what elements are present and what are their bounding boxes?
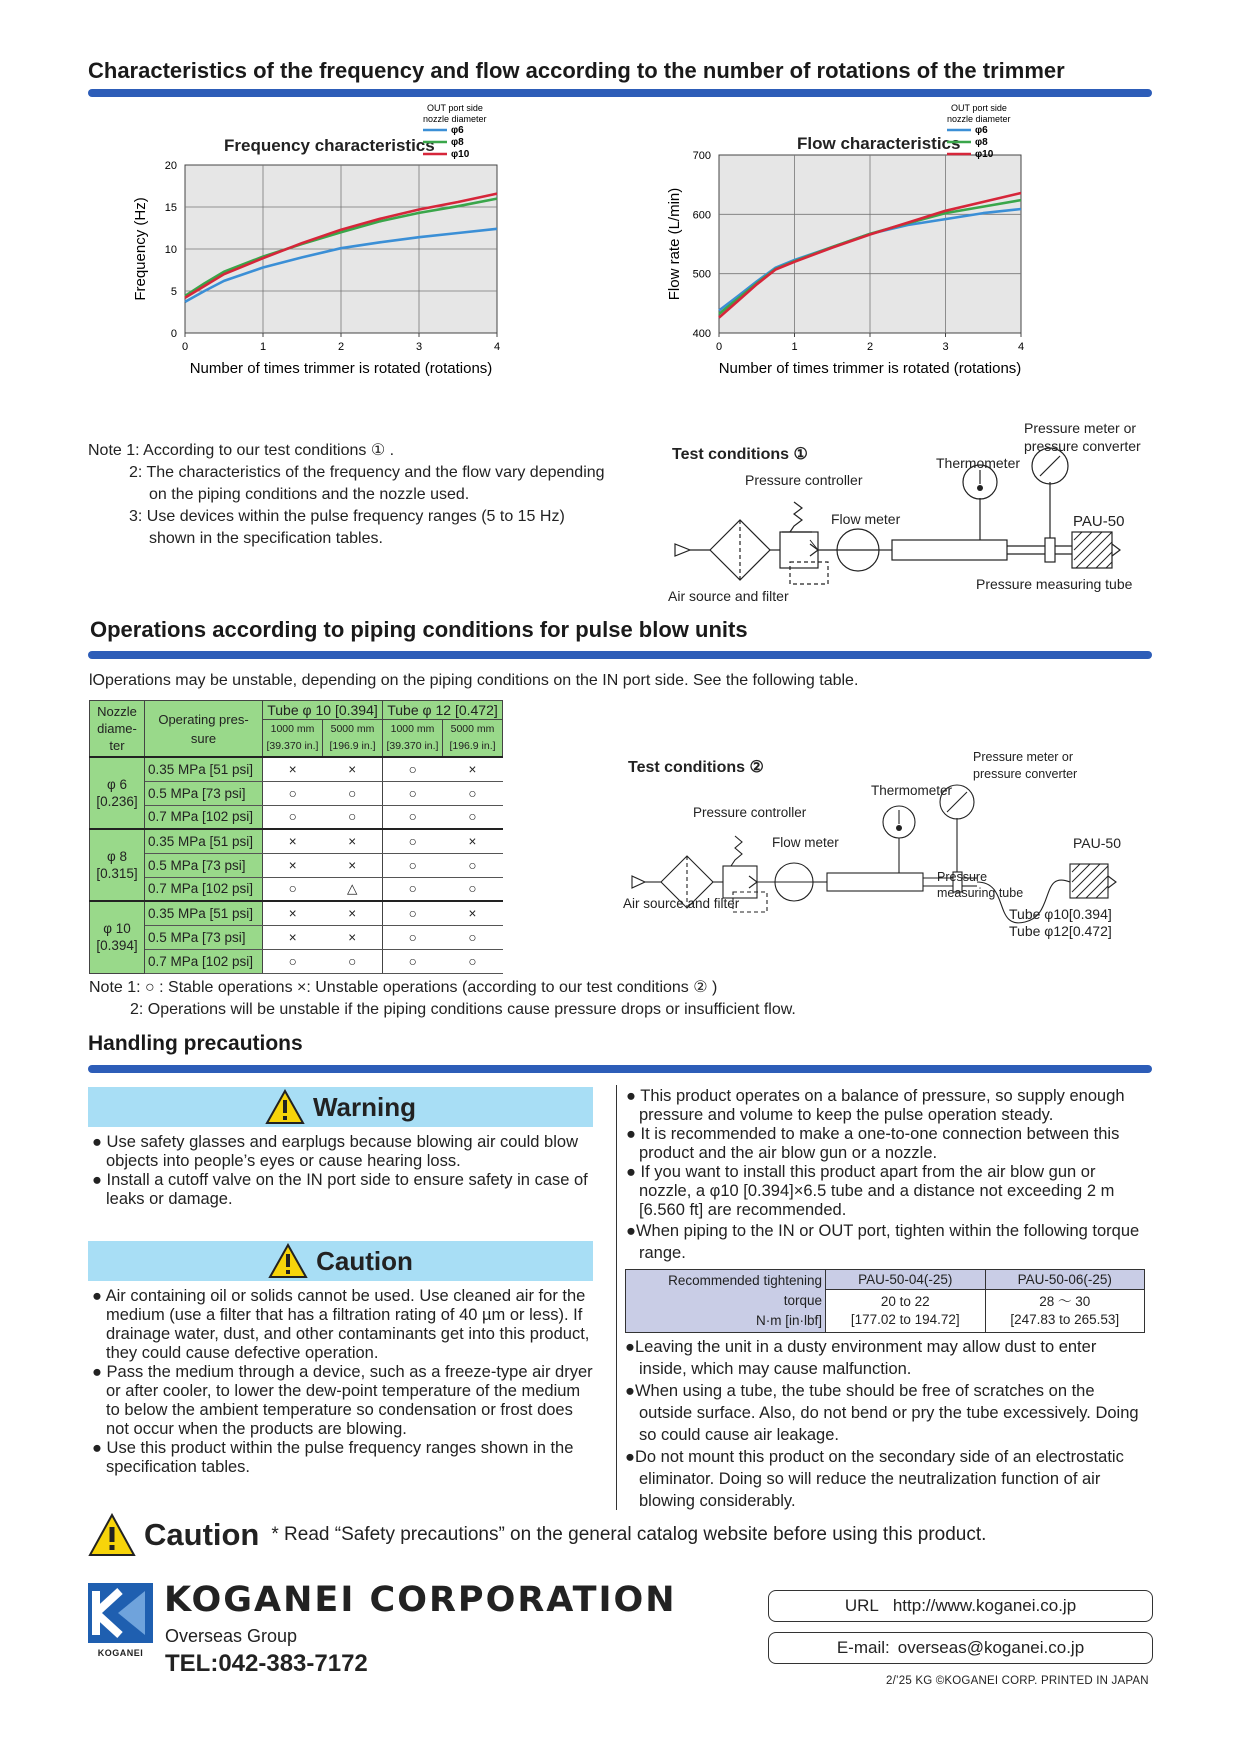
header-length: 1000 mm [39.370 in.] <box>263 720 323 758</box>
url-label: URL <box>844 1596 879 1615</box>
table-row <box>90 829 503 853</box>
pau50-label: PAU-50 <box>1073 513 1125 530</box>
result-cell: ○ <box>443 949 503 973</box>
legend-header: nozzle diameter <box>423 114 487 124</box>
y-tick-label: 10 <box>164 244 177 256</box>
header-tube12: Tube φ 12 [0.472] <box>383 701 503 720</box>
caution-header <box>88 1241 593 1281</box>
x-tick-label: 2 <box>866 341 874 353</box>
note-line: Note 1: According to our test conditions ① . <box>88 442 395 459</box>
result-cell: ○ <box>263 805 323 829</box>
result-cell: × <box>443 829 503 853</box>
x-axis-label: Number of times trimmer is rotated (rotations) <box>189 360 493 377</box>
tube12-label: Tube φ12[0.472] <box>1009 923 1112 939</box>
x-tick-label: 0 <box>715 341 723 353</box>
caution-list <box>88 1287 593 1477</box>
thermometer-label: Thermometer <box>936 455 1021 471</box>
pressure-meter-label: Pressure meter or <box>1024 420 1137 436</box>
result-cell: × <box>323 757 383 781</box>
precaution-item: ●Leaving the unit in a dusty environment may allow dust to enter inside, which may cause malfunction. <box>625 1338 1097 1378</box>
result-cell: × <box>263 853 323 877</box>
pressure-cell: 0.5 MPa [73 psi] <box>145 925 263 949</box>
legend-entry: φ6 <box>975 125 988 136</box>
measuring-tube-label: Pressure measuring tube <box>976 576 1133 592</box>
pressure-cell: 0.7 MPa [102 psi] <box>145 805 263 829</box>
measuring-tube-label: Pressure <box>937 870 988 884</box>
pressure-controller-label: Pressure controller <box>693 805 807 820</box>
x-tick-label: 1 <box>791 341 798 353</box>
table-row <box>90 805 503 829</box>
thermometer-label: Thermometer <box>871 783 953 798</box>
x-tick-label: 1 <box>259 341 267 353</box>
company-name: KOGANEI CORPORATION <box>164 1580 677 1620</box>
y-tick-label: 600 <box>692 209 711 222</box>
result-cell: × <box>323 901 383 925</box>
torque-table <box>625 1269 1145 1333</box>
result-cell: ○ <box>443 805 503 829</box>
caution-label: Caution <box>316 1245 413 1276</box>
x-tick-label: 2 <box>337 341 345 353</box>
result-cell: × <box>323 925 383 949</box>
caution-triangle-icon <box>88 1513 136 1557</box>
legend-entry: φ8 <box>975 137 988 148</box>
torque-model: PAU-50-06(-25) <box>985 1270 1145 1290</box>
nozzle-cell: φ 10 [0.394] <box>90 901 145 973</box>
precaution-item: ● This product operates on a balance of pressure, so supply enough pressure and volume to keep the pulse operation steady. <box>626 1087 1125 1124</box>
section-divider <box>88 1065 1152 1073</box>
note-line: 3: Use devices within the pulse frequency ranges (5 to 15 Hz) <box>129 508 565 525</box>
result-cell: ○ <box>443 877 503 901</box>
bottom-caution-text: * Read “Safety precautions” on the general catalog website before using this product. <box>271 1524 987 1545</box>
nozzle-cell: φ 8 [0.315] <box>90 829 145 901</box>
nozzle-cell: φ 6 [0.236] <box>90 757 145 829</box>
table-row <box>90 781 503 805</box>
caution-triangle-icon <box>268 1243 308 1279</box>
y-tick-label: 0 <box>170 328 177 340</box>
test-conditions-2-title: Test conditions ② <box>628 759 764 776</box>
result-cell: ○ <box>383 949 443 973</box>
result-cell: × <box>323 853 383 877</box>
air-source-label: Air source and filter <box>623 896 740 911</box>
email-link[interactable]: overseas@koganei.co.jp <box>897 1638 1085 1657</box>
result-cell: × <box>323 829 383 853</box>
operations-intro: lOperations may be unstable, depending on the piping conditions on the IN port side. See the following table. <box>89 672 859 689</box>
flow-chart <box>655 100 1095 430</box>
y-axis-label: Frequency (Hz) <box>132 197 149 301</box>
precaution-item: ●When piping to the IN or OUT port, tighten within the following torque range. <box>626 1222 1140 1262</box>
column-divider <box>616 1085 617 1510</box>
result-cell: × <box>263 757 323 781</box>
air-inlet-symbol <box>675 544 690 556</box>
note-line: on the piping conditions and the nozzle used. <box>149 486 470 503</box>
y-tick-label: 20 <box>164 160 177 172</box>
result-cell: ○ <box>383 757 443 781</box>
warning-header <box>88 1087 593 1127</box>
pressure-converter-label: pressure converter <box>973 767 1078 781</box>
pressure-cell: 0.7 MPa [102 psi] <box>145 877 263 901</box>
legend-header: OUT port side <box>427 103 483 113</box>
y-tick-label: 400 <box>692 328 711 340</box>
precaution-item: ●Do not mount this product on the secondary side of an electrostatic eliminator. Doing so will reduce the neutralization function of air blowing considerably. <box>625 1448 1124 1510</box>
pressure-cell: 0.35 MPa [51 psi] <box>145 757 263 781</box>
test-conditions-1-title: Test conditions ① <box>672 446 808 463</box>
result-cell: ○ <box>263 877 323 901</box>
test-conditions-2-schematic <box>615 750 1155 965</box>
header-length: 1000 mm [39.370 in.] <box>383 720 443 758</box>
logo-text: KOGANEI <box>97 1648 144 1658</box>
bottom-caution-label: Caution <box>144 1517 260 1552</box>
x-tick-label: 4 <box>493 341 501 353</box>
frequency-chart-title: Frequency characteristics <box>224 136 435 155</box>
note-line: shown in the specification tables. <box>149 530 383 547</box>
y-tick-label: 700 <box>692 150 711 162</box>
result-cell: ○ <box>383 805 443 829</box>
result-cell: × <box>263 925 323 949</box>
result-cell: ○ <box>383 781 443 805</box>
section-divider <box>88 651 1152 659</box>
frequency-chart <box>130 100 570 430</box>
result-cell: ○ <box>323 781 383 805</box>
table-row <box>90 949 503 973</box>
email-box[interactable] <box>768 1632 1153 1664</box>
x-axis-label: Number of times trimmer is rotated (rotations) <box>718 360 1022 377</box>
y-tick-label: 15 <box>164 202 177 214</box>
table-row <box>90 853 503 877</box>
warning-list <box>88 1133 593 1209</box>
section-title-characteristics: Characteristics of the frequency and flow according to the number of rotations of the trimmer <box>88 58 1065 83</box>
warning-label: Warning <box>312 1091 417 1122</box>
result-cell: × <box>443 757 503 781</box>
koganei-logo <box>88 1583 153 1658</box>
pressure-meter-label: Pressure meter or <box>973 750 1074 764</box>
right-precautions-list <box>623 1087 1143 1264</box>
tube10-label: Tube φ10[0.394] <box>1009 906 1112 922</box>
section-title-operations: Operations according to piping conditions for pulse blow units <box>90 617 748 642</box>
pipe-segment <box>892 540 1007 560</box>
legend-header: nozzle diameter <box>947 114 1011 124</box>
result-cell: ○ <box>323 949 383 973</box>
regulator-spring <box>790 502 802 532</box>
header-tube10: Tube φ 10 [0.394] <box>263 701 383 720</box>
flow-meter-label: Flow meter <box>772 835 839 850</box>
pressure-converter-label: pressure converter <box>1024 438 1141 454</box>
tel-number: TEL:042-383-7172 <box>165 1650 368 1677</box>
imprint: 2/’25 KG ©KOGANEI CORP. PRINTED IN JAPAN <box>886 1675 1149 1687</box>
flow-chart-title: Flow characteristics <box>797 134 961 153</box>
warning-triangle-icon <box>265 1089 305 1125</box>
url-link[interactable]: http://www.koganei.co.jp <box>892 1596 1077 1615</box>
torque-model: PAU-50-04(-25) <box>826 1270 986 1290</box>
section-title-handling: Handling precautions <box>88 1032 303 1055</box>
result-cell: ○ <box>443 781 503 805</box>
result-cell: ○ <box>383 829 443 853</box>
precaution-item: ●When using a tube, the tube should be free of scratches on the outside surface. Also, do not bend or pry the tube excessively. Doing so could cause air leakage. <box>625 1382 1139 1444</box>
legend-entry: φ8 <box>451 137 464 148</box>
test-conditions-1-schematic <box>660 420 1160 610</box>
y-tick-label: 500 <box>692 268 711 281</box>
measuring-tube-label: measuring tube <box>937 886 1024 900</box>
koganei-logo-mark <box>88 1583 153 1643</box>
x-tick-label: 3 <box>415 341 423 353</box>
notes-characteristics <box>88 440 668 550</box>
note-line: Note 1: ○ : Stable operations ×: Unstable operations (according to our test conditions ② ) <box>89 979 718 996</box>
result-cell: △ <box>323 877 383 901</box>
x-tick-label: 4 <box>1017 341 1025 353</box>
warning-item: ● Install a cutoff valve on the IN port side to ensure safety in case of leaks or damage. <box>92 1171 588 1208</box>
result-cell: × <box>263 829 323 853</box>
caution-item: ● Use this product within the pulse frequency ranges shown in the specification tables. <box>92 1439 574 1476</box>
pressure-controller-label: Pressure controller <box>745 472 863 488</box>
pau50-label: PAU-50 <box>1073 835 1121 851</box>
air-source-label: Air source and filter <box>668 588 789 604</box>
result-cell: ○ <box>383 877 443 901</box>
table-row <box>90 925 503 949</box>
result-cell: ○ <box>383 901 443 925</box>
flow-meter-label: Flow meter <box>831 511 901 527</box>
test-conditions-2-diagram <box>615 750 1155 965</box>
torque-value: 20 to 22 [177.02 to 194.72] <box>826 1289 986 1332</box>
overseas-group: Overseas Group <box>165 1626 298 1646</box>
url-box[interactable] <box>768 1590 1153 1622</box>
result-cell: ○ <box>263 781 323 805</box>
header-length: 5000 mm [196.9 in.] <box>323 720 383 758</box>
result-cell: × <box>443 901 503 925</box>
warning-item: ● Use safety glasses and earplugs because blowing air could blow objects into people’s eyes or cause hearing loss. <box>92 1133 578 1170</box>
x-tick-label: 0 <box>181 341 189 353</box>
precaution-item: ● It is recommended to make a one-to-one connection between this product and the air blow gun or a nozzle. <box>626 1125 1120 1162</box>
header-nozzle: Nozzle diame- ter <box>90 701 145 758</box>
header-length: 5000 mm [196.9 in.] <box>443 720 503 758</box>
torque-label: Recommended tightening torque N·m [in·lbf] <box>626 1270 826 1333</box>
result-cell: ○ <box>443 925 503 949</box>
table-row <box>90 877 503 901</box>
result-cell: ○ <box>323 805 383 829</box>
pressure-cell: 0.35 MPa [51 psi] <box>145 829 263 853</box>
precaution-item: ● If you want to install this product apart from the air blow gun or nozzle, a φ10 [0.394]×6.5 tube and a distance not exceeding 2 m [6.560 ft] are recommended. <box>626 1163 1115 1219</box>
header-pressure: Operating pres- sure <box>145 701 263 758</box>
right-precautions-list-2 <box>623 1336 1143 1512</box>
result-cell: ○ <box>383 925 443 949</box>
note-line: 2: The characteristics of the frequency and the flow vary depending <box>129 464 605 481</box>
pressure-cell: 0.5 MPa [73 psi] <box>145 853 263 877</box>
y-axis-label: Flow rate (L/min) <box>666 187 683 301</box>
result-cell: ○ <box>263 949 323 973</box>
caution-item: ● Air containing oil or solids cannot be used. Use cleaned air for the medium (use a filter that has a filtration rating of 40 µm or less). If drainage water, dust, and other contaminants get into this product, they could cause defective operation. <box>92 1287 590 1362</box>
test-conditions-1-diagram <box>660 420 1160 610</box>
notes-operations <box>89 977 796 1021</box>
email-label: E-mail: <box>836 1638 890 1657</box>
legend-entry: φ10 <box>975 149 994 160</box>
torque-value: 28 ～ 30 [247.83 to 265.53] <box>985 1289 1145 1332</box>
legend-header: OUT port side <box>951 103 1007 113</box>
caution-item: ● Pass the medium through a device, such as a freeze-type air dryer or after cooler, to lower the dew-point temperature of the medium to below the ambient temperature so condensation or frost does not occur when the products are blowing. <box>92 1363 593 1438</box>
result-cell: ○ <box>443 853 503 877</box>
operations-table <box>89 700 503 974</box>
pressure-cell: 0.35 MPa [51 psi] <box>145 901 263 925</box>
table-row <box>90 901 503 925</box>
bottom-caution <box>88 1513 986 1557</box>
pressure-cell: 0.5 MPa [73 psi] <box>145 781 263 805</box>
x-tick-label: 3 <box>942 341 949 353</box>
note-line: 2: Operations will be unstable if the piping conditions cause pressure drops or insufficient flow. <box>130 1001 796 1018</box>
pressure-cell: 0.7 MPa [102 psi] <box>145 949 263 973</box>
y-tick-label: 5 <box>170 286 177 298</box>
operations-table-wrapper <box>89 700 503 974</box>
result-cell: ○ <box>383 853 443 877</box>
table-row <box>90 757 503 781</box>
legend-entry: φ6 <box>451 125 464 136</box>
result-cell: × <box>263 901 323 925</box>
section-divider <box>88 89 1152 97</box>
legend-entry: φ10 <box>451 149 470 160</box>
